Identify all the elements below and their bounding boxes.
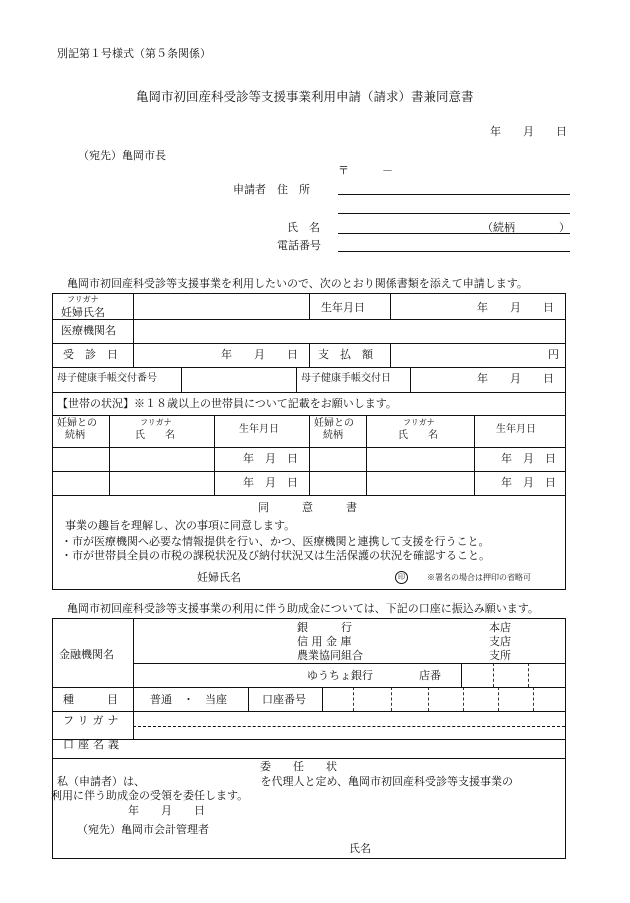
account-type-value[interactable]: 普通 ・ 当座 <box>150 693 227 706</box>
household-row-1-date-left[interactable]: 年 月 日 <box>243 452 298 465</box>
form-number: 別記第１号様式（第５条関係） <box>57 47 211 60</box>
mch-date-label: 母子健康手帳交付日 <box>301 373 391 384</box>
consent-title: 同 意 書 <box>258 501 357 514</box>
applicant-label: 申請者 <box>233 183 266 196</box>
relation-field[interactable]: （続柄 ） <box>482 221 570 234</box>
address-line-1[interactable] <box>338 194 570 195</box>
proxy-title: 委 任 状 <box>260 760 337 773</box>
consent-signature-field[interactable] <box>249 568 389 582</box>
applicant-name-label: 氏 名 <box>287 221 320 234</box>
consent-signature-label: 妊婦氏名 <box>197 571 241 584</box>
holder-label: 口座名義 <box>63 738 123 751</box>
col-name-right: 氏 名 <box>398 430 438 441</box>
birthdate-label: 生年月日 <box>321 301 365 314</box>
mch-date-value[interactable]: 年 月 日 <box>477 372 554 385</box>
shop-number-label: 店番 <box>419 669 441 682</box>
date-line[interactable]: 年 月 日 <box>490 125 567 138</box>
addressee: （宛先）亀岡市長 <box>78 149 166 162</box>
proxy-text-2: 利用に伴う助成金の受領を委任します。 <box>51 789 249 802</box>
col-birth-right: 生年月日 <box>496 424 536 435</box>
furigana-small-label: フリガナ <box>67 295 99 304</box>
account-type-label: 種 目 <box>63 693 118 706</box>
branch-office: 支所 <box>489 649 511 662</box>
proxy-date[interactable]: 年 月 日 <box>128 804 205 817</box>
col-relation-right-1: 妊婦との <box>314 418 354 429</box>
household-row-2-date-left[interactable]: 年 月 日 <box>243 476 298 489</box>
visit-date-label: 受 診 日 <box>63 348 118 361</box>
branch-head: 本店 <box>489 621 511 634</box>
bank-intro: 亀岡市初回産科受診等支援事業の利用に伴う助成金については、下記の口座に振込み願います。 <box>67 602 539 615</box>
household-header: 【世帯の状況】※１８歳以上の世帯員について記載をお願いします。 <box>57 397 397 410</box>
bank-type-shinkin: 信 用 金 庫 <box>297 635 352 648</box>
col-relation-left-1: 妊婦との <box>57 418 97 429</box>
holder-furigana-label: フリガナ <box>63 714 123 727</box>
yen-unit: 円 <box>548 348 559 361</box>
consent-lead: 事業の趣旨を理解し、次の事項に同意します。 <box>65 519 296 532</box>
proxy-name-label: 氏名 <box>349 842 371 855</box>
col-relation-left-2: 続柄 <box>65 430 85 441</box>
seal-note: ※署名の場合は押印の省略可 <box>427 573 531 582</box>
payment-label: 支 払 額 <box>318 348 373 361</box>
phone-label: 電話番号 <box>277 239 321 252</box>
col-birth-left: 生年月日 <box>239 424 279 435</box>
birthdate-value[interactable]: 年 月 日 <box>477 301 554 314</box>
yucho-label: ゆうちょ銀行 <box>307 669 373 682</box>
bank-type-bank: 銀 行 <box>297 621 352 634</box>
bank-table <box>52 618 566 859</box>
page-title: 亀岡市初回産科受診等支援事業利用申請（請求）書兼同意書 <box>136 89 474 104</box>
mch-number-label: 母子健康手帳交付番号 <box>57 373 157 384</box>
household-row-1-date-right[interactable]: 年 月 日 <box>501 452 556 465</box>
address-label: 住 所 <box>277 183 310 196</box>
phone-line[interactable] <box>338 251 570 252</box>
pregnant-name-label: 妊婦氏名 <box>61 306 105 319</box>
consent-item-1: ・市が医療機関へ必要な情報提供を行い、かつ、医療機関と連携して支援を行うこと。 <box>61 535 490 548</box>
applicant-name-line[interactable] <box>338 233 570 234</box>
address-line-2[interactable] <box>338 213 570 214</box>
consent-item-2: ・市が世帯員全員の市税の課税状況及び納付状況又は生活保護の状況を確認すること。 <box>61 549 490 562</box>
household-row-2-date-right[interactable]: 年 月 日 <box>501 476 556 489</box>
account-number-label: 口座番号 <box>262 693 306 706</box>
col-name-left: 氏 名 <box>135 430 175 441</box>
institution-label: 金融機関名 <box>59 648 114 661</box>
seal-mark: 印 <box>395 570 408 584</box>
proxy-addressee: （宛先）亀岡市会計管理者 <box>77 823 209 836</box>
col-relation-right-2: 続柄 <box>323 430 343 441</box>
visit-date-value[interactable]: 年 月 日 <box>221 348 298 361</box>
branch-branch: 支店 <box>489 635 511 648</box>
bank-type-ja: 農業協同組合 <box>297 649 363 662</box>
pregnant-name-value[interactable] <box>137 300 305 314</box>
postal-code[interactable]: 〒 － <box>338 164 393 177</box>
col-furigana-left: フリガナ <box>140 418 172 427</box>
col-furigana-right: フリガナ <box>403 418 435 427</box>
intro-text: 亀岡市初回産科受診等支援事業を利用したいので、次のとおり関係書類を添えて申請します。 <box>67 277 528 290</box>
application-table <box>52 293 566 590</box>
proxy-text-1: 私（申請者）は、 を代理人と定め、亀岡市初回産科受診等支援事業の <box>57 775 514 788</box>
medical-institution-label: 医療機関名 <box>61 324 116 337</box>
